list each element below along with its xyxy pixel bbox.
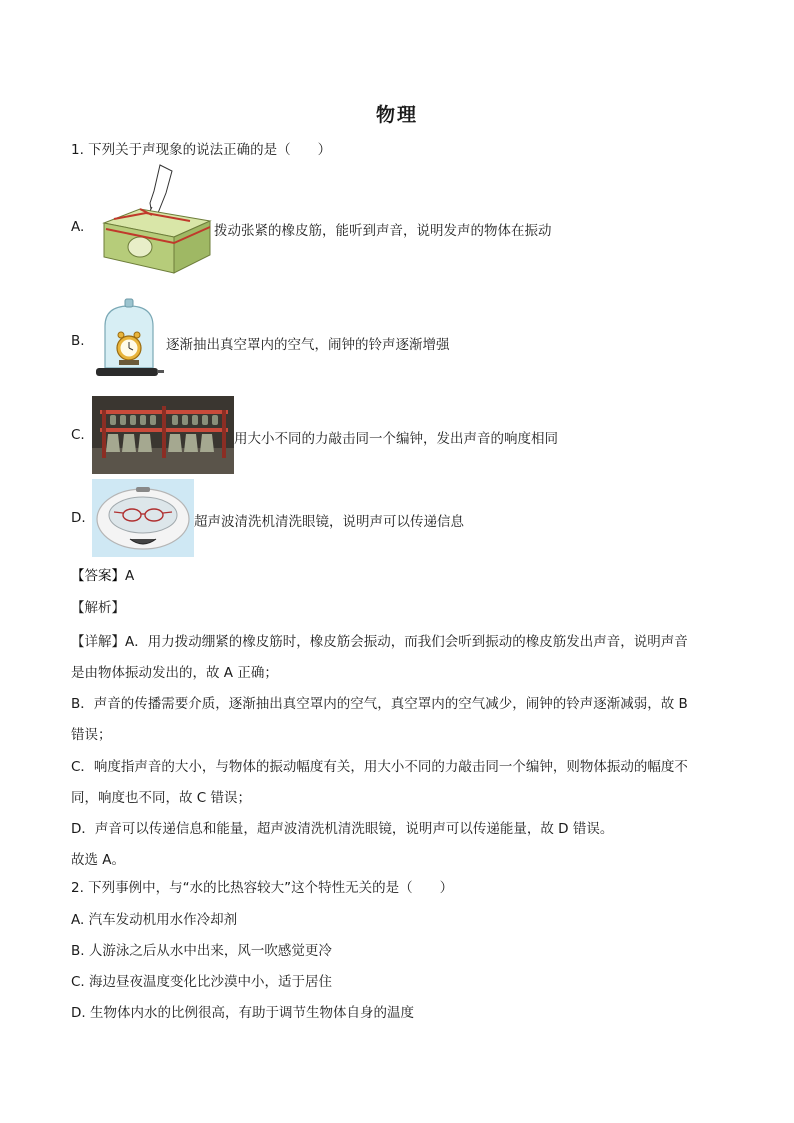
answer-label: 【答案】 xyxy=(71,568,125,584)
q1-stem: 1. 下列关于声现象的说法正确的是（ ） xyxy=(71,142,332,158)
q1-option-c-letter: C. xyxy=(71,427,85,443)
q2-option-a: A. 汽车发动机用水作冷却剂 xyxy=(71,912,238,928)
q1-option-a-letter: A. xyxy=(71,219,85,235)
q2-option-b: B. 人游泳之后从水中出来，风一吹感觉更冷 xyxy=(71,943,332,959)
rubber-band-box-figure xyxy=(100,163,212,275)
detail-line: 【详解】A．用力拨动绷紧的橡皮筋时，橡皮筋会振动，而我们会听到振动的橡皮筋发出声音，说明声音 xyxy=(71,634,688,650)
q1-option-c-text: 用大小不同的力敲击同一个编钟，发出声音的响度相同 xyxy=(234,431,558,447)
q2-stem: 2. 下列事例中，与“水的比热容较大”这个特性无关的是（ ） xyxy=(71,880,454,896)
chime-bells-figure xyxy=(92,396,234,474)
q1-option-d-text: 超声波清洗机清洗眼镜，说明声可以传递信息 xyxy=(194,514,464,530)
answer-line xyxy=(71,567,134,585)
ultrasonic-cleaner-figure xyxy=(92,479,194,557)
detail-line: 故选 A。 xyxy=(71,852,126,868)
detail-line: 错误； xyxy=(71,727,112,743)
analysis-label: 【解析】 xyxy=(71,600,125,616)
detail-line: 同，响度也不同，故 C 错误； xyxy=(71,790,252,806)
detail-line: 是由物体振动发出的，故 A 正确； xyxy=(71,665,278,681)
answer-value: A xyxy=(125,568,135,584)
bell-jar-alarm-clock-figure xyxy=(93,296,165,384)
detail-line: B．声音的传播需要介质，逐渐抽出真空罩内的空气，真空罩内的空气减少，闹钟的铃声逐渐减弱，故 B xyxy=(71,696,688,712)
detail-line: C．响度指声音的大小，与物体的振动幅度有关，用大小不同的力敲击同一个编钟，则物体振动的幅度不 xyxy=(71,759,688,775)
page-title: 物理 xyxy=(375,104,418,126)
q1-option-d-letter: D. xyxy=(71,510,86,526)
q2-option-c: C. 海边昼夜温度变化比沙漠中小，适于居住 xyxy=(71,974,333,990)
detail-line: D．声音可以传递信息和能量，超声波清洗机清洗眼镜，说明声可以传递能量，故 D 错误。 xyxy=(71,821,614,837)
q2-option-d: D. 生物体内水的比例很高，有助于调节生物体自身的温度 xyxy=(71,1005,414,1021)
q1-option-b-letter: B. xyxy=(71,333,85,349)
q1-option-a-text: 拨动张紧的橡皮筋，能听到声音，说明发声的物体在振动 xyxy=(214,223,552,239)
q1-option-b-text: 逐渐抽出真空罩内的空气，闹钟的铃声逐渐增强 xyxy=(166,337,450,353)
